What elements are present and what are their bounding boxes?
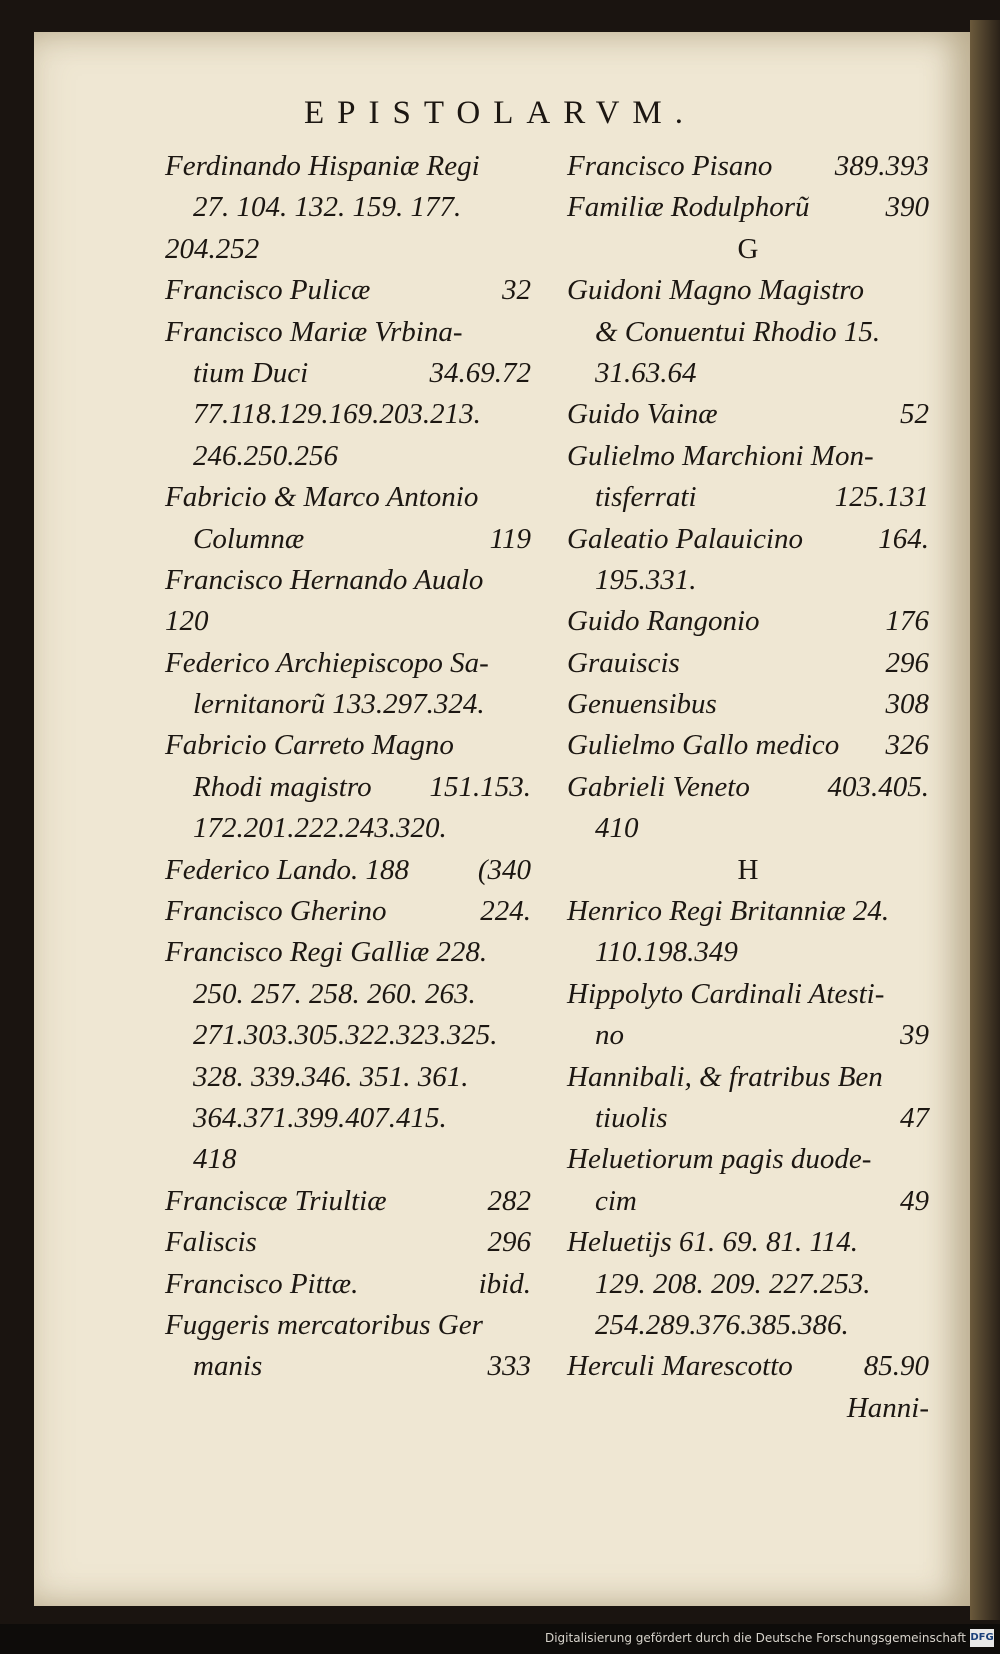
index-entry: Hannibali, & fratribus Ben — [567, 1060, 883, 1093]
index-entry-continuation: 172.201.222.243.320. — [193, 812, 447, 845]
index-entry — [165, 1222, 531, 1263]
index-letter-heading: G — [737, 232, 759, 265]
entry-page-numbers: 47 — [900, 1101, 929, 1134]
index-entry: Fabricio Carreto Magno — [165, 729, 454, 762]
index-entry-continuation: 246.250.256 — [193, 439, 338, 472]
entry-page-numbers: 32 — [502, 274, 531, 307]
index-entry — [165, 850, 531, 891]
entry-page-numbers: 308 — [885, 688, 929, 721]
page-header: EPISTOLARVM. — [303, 95, 697, 131]
index-entry: Fabricio & Marco Antonio — [165, 481, 479, 514]
index-entry — [567, 601, 929, 642]
entry-page-numbers: 390 — [885, 191, 929, 224]
entry-page-numbers: 125.131 — [834, 481, 929, 514]
index-entry: Fuggeris mercatoribus Ger — [165, 1308, 483, 1341]
index-entry-continuation: 328. 339.346. 351. 361. — [193, 1060, 469, 1093]
entry-name: Francisco Pulicæ — [165, 274, 371, 307]
entry-page-numbers: 333 — [487, 1350, 531, 1383]
entry-name: Guido Rangonio — [567, 605, 760, 638]
entry-name: Federico Lando. 188 — [165, 853, 410, 886]
index-entry — [567, 1346, 929, 1387]
index-entry — [567, 643, 929, 684]
entry-name: Gulielmo Gallo medico — [567, 729, 840, 762]
index-entry-continuation — [567, 477, 929, 518]
entry-page-numbers: 85.90 — [863, 1350, 929, 1383]
index-entry-continuation: 77.118.129.169.203.213. — [193, 398, 481, 431]
index-entry: Ferdinando Hispaniæ Regi — [165, 150, 480, 182]
index-entry: Heluetiorum pagis duode- — [567, 1143, 872, 1176]
index-entry: Francisco Hernando Aualo — [165, 563, 484, 596]
entry-page-numbers: 49 — [900, 1184, 929, 1217]
index-entry: Guidoni Magno Magistro — [567, 274, 864, 307]
entry-page-numbers: 151.153. — [429, 770, 531, 803]
index-entry — [567, 394, 929, 435]
entry-page-numbers: 52 — [900, 398, 929, 431]
dfg-logo-icon: DFG — [970, 1629, 994, 1647]
index-column-left — [165, 146, 531, 1388]
index-entry-continuation: 364.371.399.407.415. — [193, 1101, 447, 1134]
entry-name: no — [595, 1019, 624, 1052]
index-column-right — [567, 146, 929, 1429]
index-entry-continuation: lernitanorũ 133.297.324. — [193, 688, 485, 721]
entry-page-numbers: 403.405. — [827, 770, 929, 803]
index-entry-continuation: 271.303.305.322.323.325. — [193, 1019, 498, 1052]
index-entry-continuation: 418 — [193, 1143, 237, 1176]
index-entry: Gulielmo Marchioni Mon- — [567, 439, 874, 472]
entry-name: Francisco Pittæ. — [165, 1267, 359, 1300]
index-entry — [165, 1181, 531, 1222]
index-entry: Francisco Regi Galliæ 228. — [165, 936, 488, 969]
entry-name: Galeatio Palauicino — [567, 522, 803, 555]
entry-page-numbers: 224. — [480, 895, 531, 928]
entry-name: Francisco Gherino — [165, 895, 387, 928]
index-entry-continuation — [165, 767, 531, 808]
entry-page-numbers: 119 — [489, 522, 531, 555]
index-entry — [165, 270, 531, 311]
entry-name: Guido Vainæ — [567, 398, 718, 431]
entry-name: Familiæ Rodulphorũ — [567, 191, 810, 224]
entry-name: Columnæ — [193, 522, 305, 555]
index-entry-continuation — [165, 1346, 531, 1387]
entry-name: Rhodi magistro — [193, 770, 372, 803]
index-entry — [165, 891, 531, 932]
index-entry-continuation — [567, 1098, 929, 1139]
index-entry — [567, 725, 929, 766]
index-entry-continuation: 195.331. — [595, 563, 697, 596]
entry-page-numbers: 164. — [878, 522, 929, 555]
index-entry — [567, 187, 929, 228]
index-entry-continuation — [567, 1181, 929, 1222]
entry-name: Gabrieli Veneto — [567, 770, 750, 803]
index-entry: Federico Archiepiscopo Sa- — [165, 646, 489, 679]
index-entry: Heluetijs 61. 69. 81. 114. — [567, 1226, 859, 1259]
index-entry: Hippolyto Cardinali Atesti- — [567, 977, 885, 1010]
entry-name: Faliscis — [165, 1226, 257, 1259]
entry-page-numbers: 176 — [885, 605, 929, 638]
entry-page-numbers: ibid. — [478, 1267, 531, 1300]
entry-name: cim — [595, 1184, 637, 1217]
index-entry-continuation: 120 — [165, 605, 209, 638]
entry-name: Grauiscis — [567, 646, 680, 679]
entry-name: Herculi Marescotto — [567, 1350, 793, 1383]
index-entry — [567, 684, 929, 725]
catchword: Hanni- — [846, 1391, 929, 1424]
entry-page-numbers: 282 — [487, 1184, 531, 1217]
index-entry-continuation — [165, 353, 531, 394]
index-entry-continuation: 27. 104. 132. 159. 177. — [193, 191, 462, 224]
entry-page-numbers: (340 — [477, 853, 531, 886]
index-entry-continuation: 254.289.376.385.386. — [595, 1308, 849, 1341]
index-entry — [567, 146, 929, 187]
entry-name: tiuolis — [595, 1101, 668, 1134]
entry-name: tium Duci — [193, 356, 309, 389]
index-entry — [165, 1264, 531, 1305]
index-entry-continuation: 31.63.64 — [595, 356, 697, 389]
book-edge — [970, 20, 1000, 1620]
index-entry-continuation: 110.198.349 — [595, 936, 738, 969]
index-entry-continuation: 129. 208. 209. 227.253. — [595, 1267, 871, 1300]
index-entry: Francisco Mariæ Vrbina- — [165, 315, 463, 348]
index-entry-continuation: 410 — [595, 812, 639, 845]
entry-name: manis — [193, 1350, 263, 1383]
digitization-footer — [0, 1624, 1000, 1654]
entry-name: tisferrati — [595, 481, 697, 514]
entry-name: Francisco Pisano — [567, 150, 773, 182]
entry-page-numbers: 296 — [487, 1226, 531, 1259]
index-entry — [567, 767, 929, 808]
entry-name: Genuensibus — [567, 688, 717, 721]
footer-credit: Digitalisierung gefördert durch die Deutsche Forschungsgemeinschaft — [544, 1631, 966, 1645]
index-letter-heading: H — [737, 853, 759, 886]
index-entry: Henrico Regi Britanniæ 24. — [567, 895, 890, 928]
index-entry-continuation — [567, 1015, 929, 1056]
entry-page-numbers: 326 — [885, 729, 929, 762]
entry-page-numbers: 34.69.72 — [429, 356, 531, 389]
entry-page-numbers: 39 — [900, 1019, 929, 1052]
index-entry-continuation: 250. 257. 258. 260. 263. — [193, 977, 476, 1010]
entry-name: Franciscæ Triultiæ — [165, 1184, 387, 1217]
index-entry-continuation: 204.252 — [165, 232, 260, 265]
entry-page-numbers: 389.393 — [834, 150, 929, 182]
entry-page-numbers: 296 — [885, 646, 929, 679]
index-entry — [567, 519, 929, 560]
index-entry-continuation: & Conuentui Rhodio 15. — [595, 315, 881, 348]
index-entry-continuation — [165, 519, 531, 560]
